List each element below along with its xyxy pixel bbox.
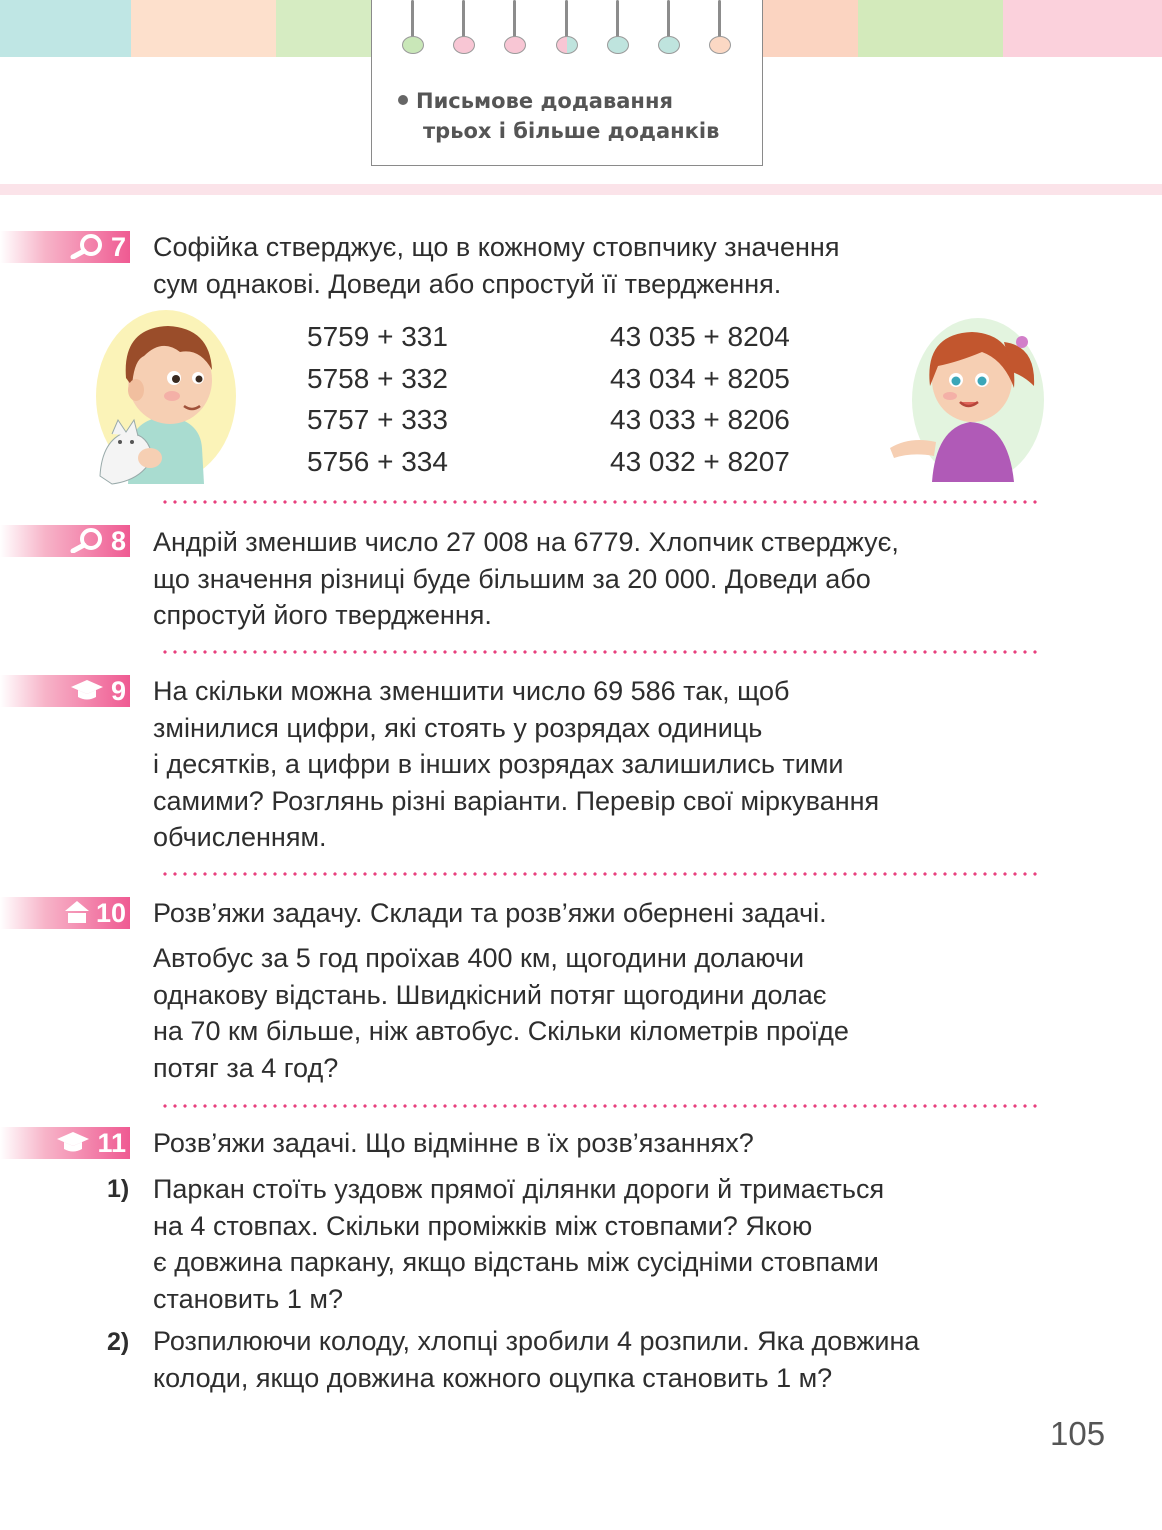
- subtask-number: 2): [107, 1328, 130, 1356]
- subtask-number: 1): [107, 1175, 130, 1203]
- dotted-separator: [160, 500, 1040, 504]
- expression: 43 032 + 8207: [610, 446, 790, 478]
- task-11-part-2-text: Розпилюючи колоду, хлопці зробили 4 розпили. Яка довжина колоди, якщо довжина кожного оцупка становить 1 м?: [153, 1326, 920, 1393]
- header-band: [858, 0, 1003, 57]
- spiral-ring-icon: [504, 0, 526, 56]
- task-badge-9: 9: [0, 675, 130, 707]
- page-number: 105: [1050, 1415, 1106, 1452]
- header-divider: [0, 184, 1162, 195]
- task-9-text: На скільки можна зменшити число 69 586 так, щоб змінилися цифри, які стоять у розрядах одиниць і десятків, а цифри в інших розрядах залишились тими самими? Розглянь різні варіанти. Перевір свої міркування обчисленням.: [153, 676, 880, 852]
- header-band: [0, 0, 131, 57]
- expression: 5758 + 332: [307, 362, 448, 394]
- expression: 43 035 + 8204: [610, 321, 790, 352]
- girl-illustration: [886, 316, 1044, 484]
- header-band: [131, 0, 276, 57]
- task-badge-7: 7: [0, 231, 130, 263]
- expression: 5759 + 331: [307, 321, 448, 352]
- dotted-separator: [160, 872, 1040, 876]
- expression: 5756 + 334: [307, 446, 448, 478]
- magnifier-icon: [69, 527, 105, 560]
- task-11-intro: Розв’яжи задачі. Що відмінне в їх розв’язаннях?: [153, 1128, 754, 1158]
- task-10-intro: Розв’яжи задачу. Склади та розв’яжи обернені задачі.: [153, 898, 827, 928]
- spiral-ring-icon: [709, 0, 731, 56]
- task-8-text: Андрій зменшив число 27 008 на 6779. Хлопчик стверджує, що значення різниці буде більшим за 20 000. Доведи або спростуй його твердження.: [153, 527, 899, 630]
- header-band: [763, 0, 858, 57]
- spiral-ring-icon: [402, 0, 424, 56]
- expression: 5757 + 333: [307, 404, 448, 436]
- topic-card: [371, 0, 763, 166]
- task-11-part-1-text: Паркан стоїть уздовж прямої ділянки дороги й тримається на 4 стовпах. Скільки проміжків між стовпами? Якою є довжина паркану, якщо відстань між сусідніми стовпами становить 1 м?: [153, 1174, 885, 1314]
- bullet-icon: [398, 95, 408, 105]
- expression-column-2: [610, 316, 790, 483]
- spiral-ring-icon: [658, 0, 680, 56]
- task-7-text: Софійка стверджує, що в кожному стовпчику значення сум однакові. Доведи або спростуй її твердження.: [153, 232, 840, 299]
- task-badge-8: 8: [0, 525, 130, 557]
- spiral-ring-icon: [453, 0, 475, 56]
- dotted-separator: [160, 650, 1040, 654]
- expression-column-1: [307, 316, 448, 483]
- task-badge-11: 11: [0, 1127, 130, 1159]
- task-10-text: Автобус за 5 год проїхав 400 км, щогодини долаючи однакову відстань. Швидкісний потяг щогодини долає на 70 км більше, ніж автобус. Скільки кілометрів проїде потяг за 4 год?: [153, 943, 849, 1083]
- dotted-separator: [160, 1104, 1040, 1108]
- spiral-ring-icon: [556, 0, 578, 56]
- spiral-ring-icon: [607, 0, 629, 56]
- header-band: [1003, 0, 1162, 57]
- expression: 43 033 + 8206: [610, 404, 790, 436]
- graduation-cap-icon: [55, 1129, 91, 1162]
- expression: 43 034 + 8205: [610, 362, 790, 394]
- house-icon: [64, 899, 90, 932]
- topic-title: Письмове додавання трьох і більше доданків: [398, 86, 719, 146]
- boy-with-cat-illustration: [92, 308, 240, 488]
- task-badge-10: 10: [0, 897, 130, 929]
- header-band: [276, 0, 371, 57]
- magnifier-icon: [69, 233, 105, 266]
- graduation-cap-icon: [69, 677, 105, 710]
